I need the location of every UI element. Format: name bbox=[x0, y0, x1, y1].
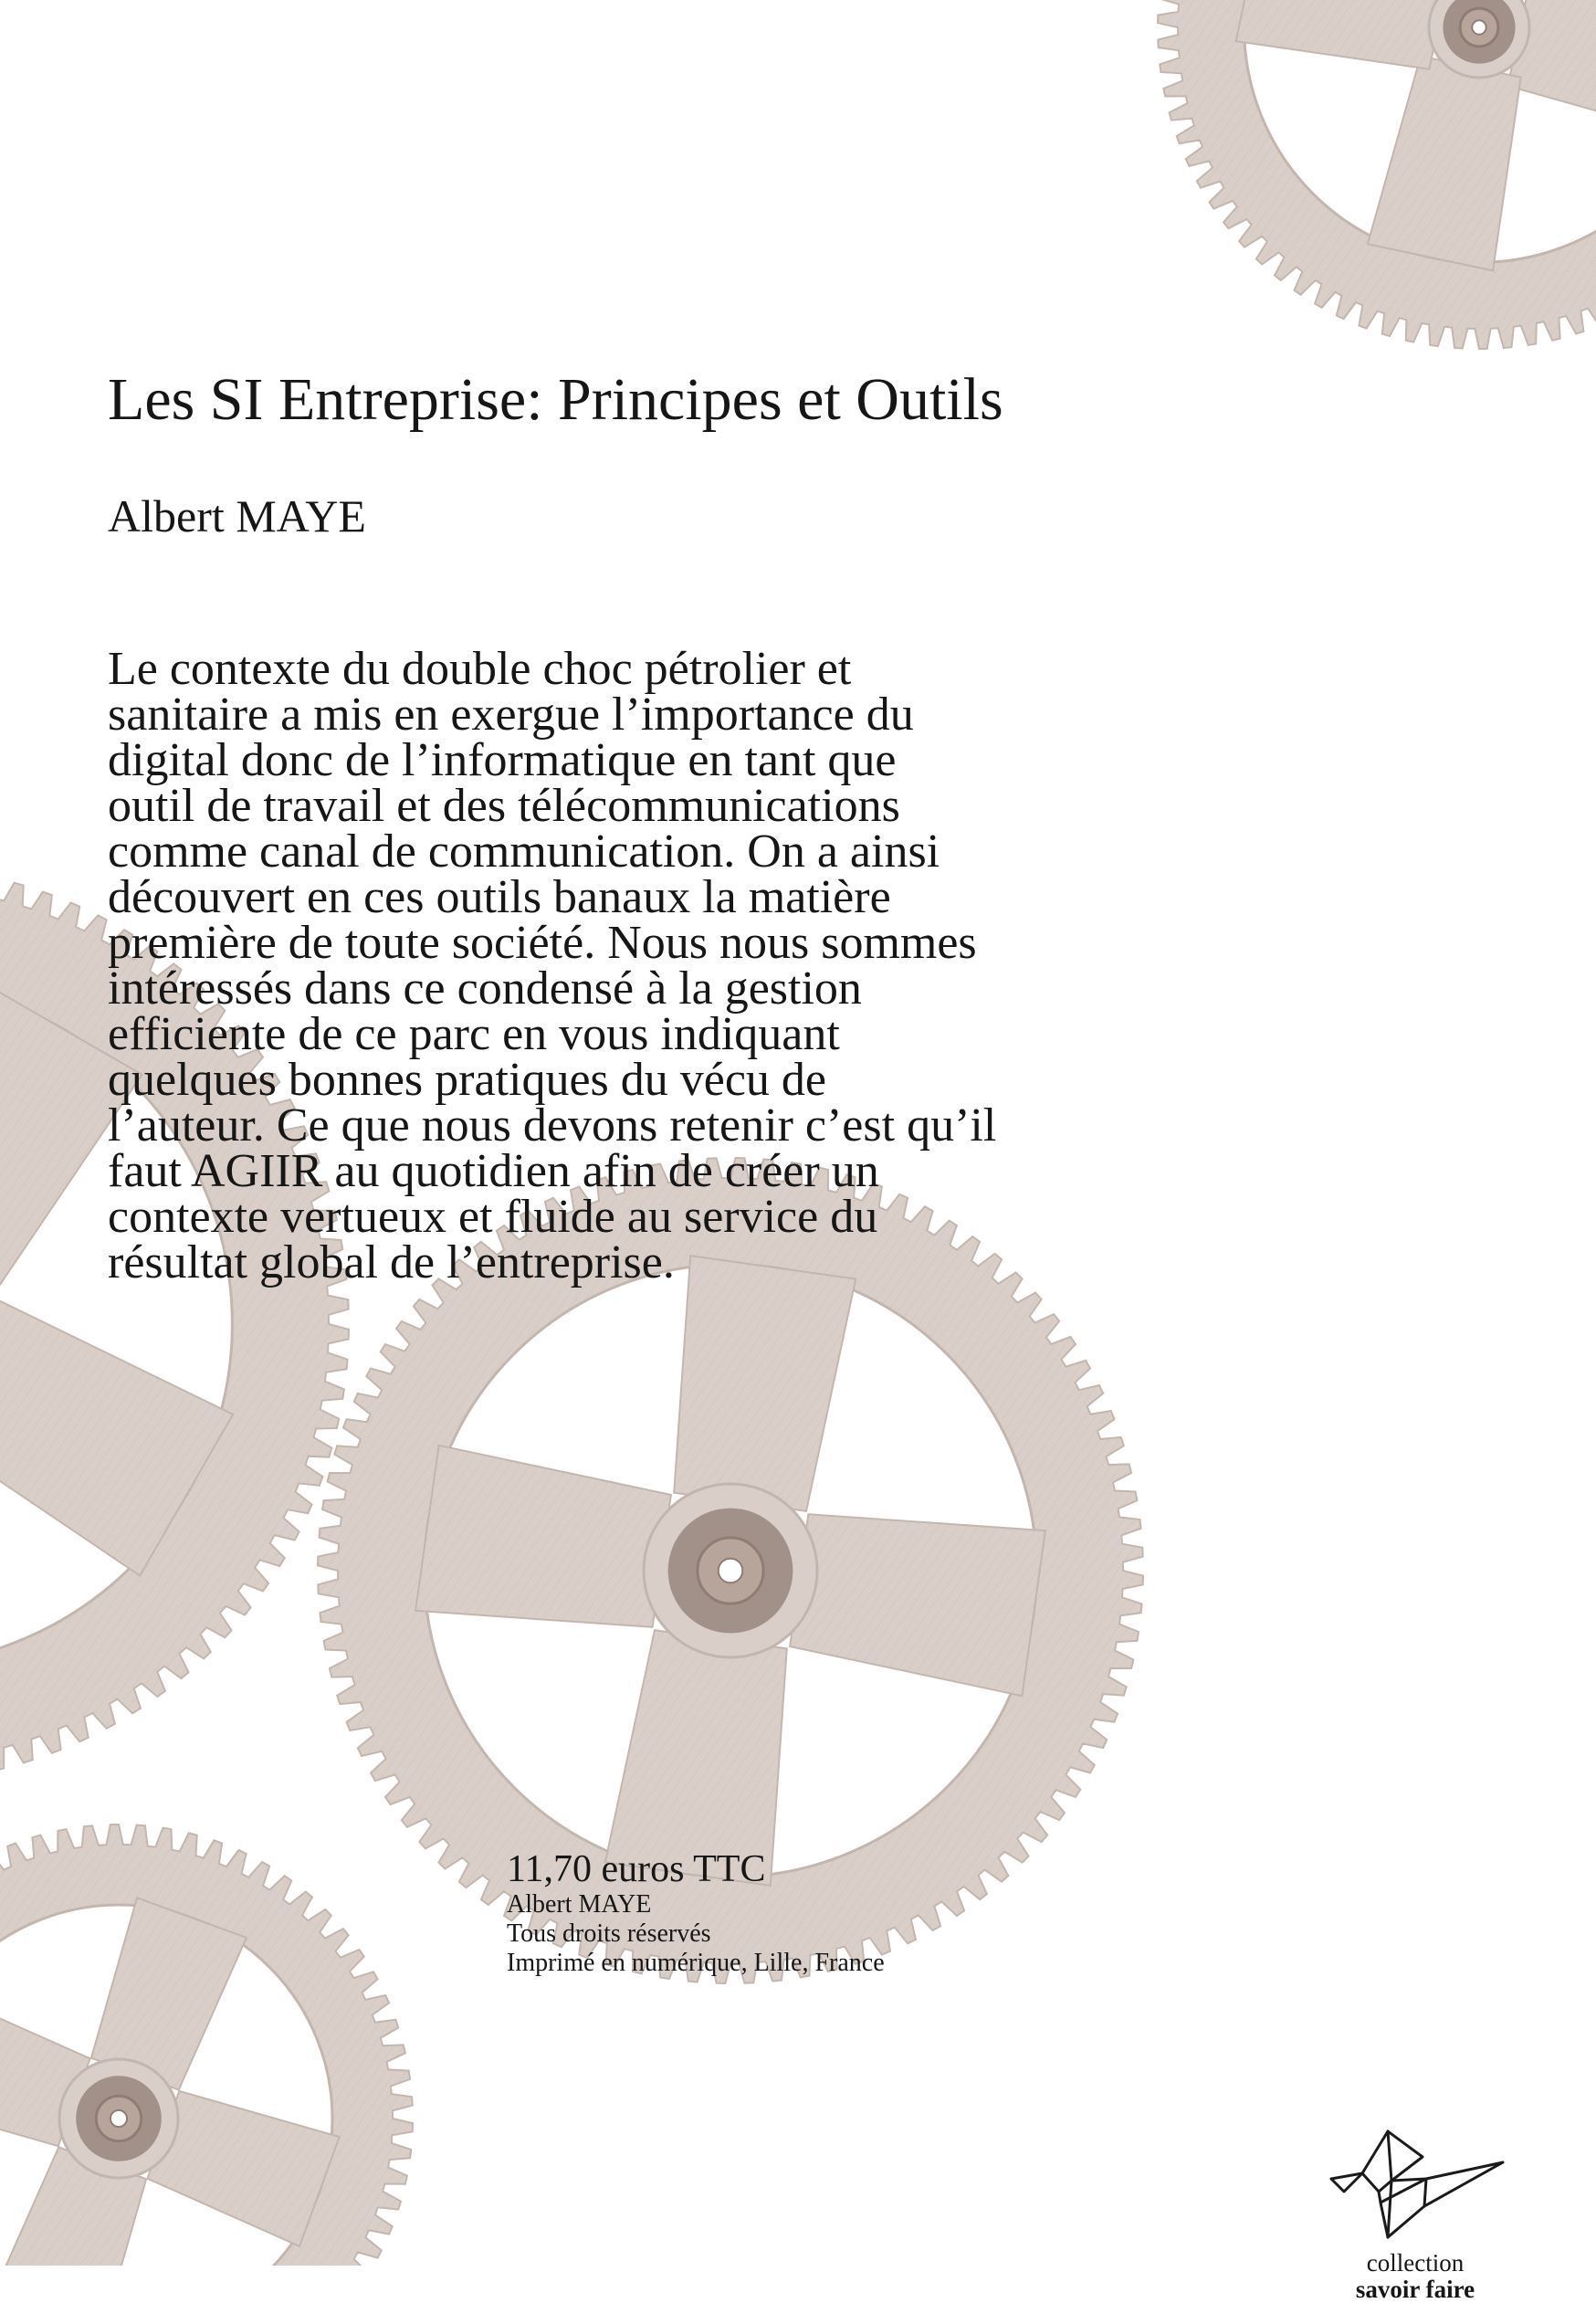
colophon-author: Albert MAYE bbox=[507, 1890, 652, 1919]
price: 11,70 euros TTC bbox=[507, 1848, 766, 1890]
summary-line: contexte vertueux et fluide au service du bbox=[108, 1191, 878, 1243]
collection-name: savoir faire bbox=[1355, 2276, 1475, 2303]
colophon bbox=[507, 1848, 885, 1978]
summary-line: première de toute société. Nous nous sommes bbox=[108, 917, 977, 969]
summary-line: quelques bonnes pratiques du vécu de bbox=[108, 1054, 827, 1106]
colophon-printing: Imprimé en numérique, Lille, France bbox=[507, 1949, 885, 1977]
origami-crane-icon bbox=[1324, 2126, 1507, 2245]
book-author: Albert MAYE bbox=[108, 490, 366, 542]
summary-line: découvert en ces outils banaux la matière bbox=[108, 871, 891, 923]
summary-line: l’auteur. Ce que nous devons retenir c’est qu’il bbox=[108, 1099, 997, 1152]
book-title: Les SI Entreprise: Principes et Outils bbox=[108, 366, 1003, 433]
summary-line: sanitaire a mis en exergue l’importance du bbox=[108, 689, 914, 741]
summary-line: comme canal de communication. On a ainsi bbox=[108, 826, 940, 878]
colophon-rights: Tous droits réservés bbox=[507, 1919, 711, 1948]
summary-line: outil de travail et des télécommunications bbox=[108, 780, 900, 832]
collection-label: collection bbox=[1366, 2249, 1465, 2277]
summary-line: faut AGIIR au quotidien afin de créer un bbox=[108, 1145, 879, 1197]
summary-line: efficiente de ce parc en vous indiquant bbox=[108, 1008, 840, 1060]
summary-line: intéressés dans ce condensé à la gestion bbox=[108, 962, 862, 1015]
summary-line: Le contexte du double choc pétrolier et bbox=[108, 643, 852, 695]
publisher-logo bbox=[1315, 2126, 1516, 2303]
back-cover-summary bbox=[108, 643, 1203, 1288]
summary-line: résultat global de l’entreprise. bbox=[108, 1236, 675, 1288]
summary-line: digital donc de l’informatique en tant que bbox=[108, 734, 897, 786]
